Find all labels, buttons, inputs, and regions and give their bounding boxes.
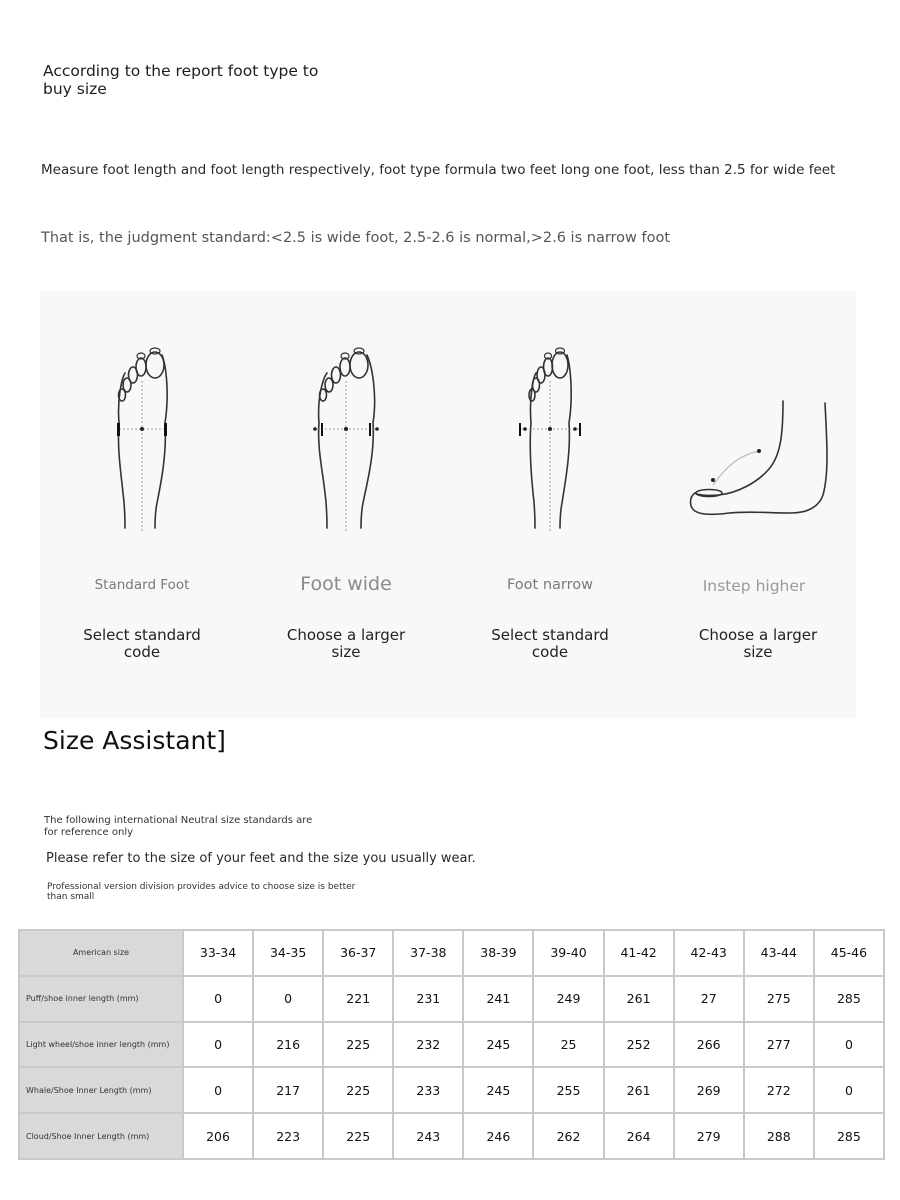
foot-type-advice — [652, 627, 856, 661]
wide-foot-icon — [301, 343, 391, 533]
foot-type-label: Foot narrow — [506, 577, 594, 593]
table-cell: 255 — [533, 1067, 603, 1113]
size-header-cell: 38-39 — [463, 930, 533, 976]
professional-note: Professional version division provides advice to choose size is better than small — [47, 882, 356, 902]
table-cell: 252 — [604, 1022, 674, 1068]
table-cell: 272 — [744, 1067, 814, 1113]
table-cell: 225 — [323, 1113, 393, 1159]
foot-type-card-instep — [652, 291, 856, 718]
table-cell: 285 — [814, 976, 884, 1022]
table-cell: 216 — [253, 1022, 323, 1068]
table-cell: 245 — [463, 1067, 533, 1113]
size-header-cell: 37-38 — [393, 930, 463, 976]
foot-type-card-narrow — [448, 291, 652, 718]
size-chart-table — [18, 929, 885, 1160]
table-row — [19, 1022, 884, 1068]
foot-type-card-wide — [244, 291, 448, 718]
size-header-cell: 41-42 — [604, 930, 674, 976]
row-label: Cloud/Shoe Inner Length (mm) — [19, 1113, 183, 1159]
size-header-cell: 33-34 — [183, 930, 253, 976]
table-header-row — [19, 930, 884, 976]
narrow-foot-icon — [505, 343, 595, 533]
foot-type-label: Instep higher — [702, 577, 806, 595]
table-row — [19, 976, 884, 1022]
table-cell: 231 — [393, 976, 463, 1022]
size-assistant-title: Size Assistant] — [43, 726, 226, 755]
judgment-standard: That is, the judgment standard:<2.5 is wide foot, 2.5-2.6 is normal,>2.6 is narrow foot — [41, 230, 671, 246]
table-row — [19, 1067, 884, 1113]
table-cell: 249 — [533, 976, 603, 1022]
table-cell: 233 — [393, 1067, 463, 1113]
table-cell: 0 — [183, 1022, 253, 1068]
table-cell: 0 — [814, 1067, 884, 1113]
foot-type-advice — [244, 627, 448, 661]
advice-text: Select standard code — [83, 626, 201, 661]
advice-text: Select standard code — [491, 626, 609, 661]
advice-text: Choose a larger size — [286, 626, 406, 661]
table-cell: 217 — [253, 1067, 323, 1113]
foot-type-label: Standard Foot — [94, 577, 190, 593]
table-cell: 285 — [814, 1113, 884, 1159]
table-cell: 0 — [814, 1022, 884, 1068]
table-cell: 264 — [604, 1113, 674, 1159]
size-header-cell: 39-40 — [533, 930, 603, 976]
measure-instructions: Measure foot length and foot length respectively, foot type formula two feet long one foot, less than 2.5 for wide feet — [41, 162, 836, 178]
table-cell: 223 — [253, 1113, 323, 1159]
table-cell: 246 — [463, 1113, 533, 1159]
foot-type-label: Foot wide — [300, 573, 392, 595]
table-cell: 279 — [674, 1113, 744, 1159]
row-label: Light wheel/shoe inner length (mm) — [19, 1022, 183, 1068]
high-instep-foot-icon — [679, 343, 829, 533]
table-cell: 225 — [323, 1067, 393, 1113]
table-cell: 266 — [674, 1022, 744, 1068]
foot-type-card-standard — [40, 291, 244, 718]
table-cell: 261 — [604, 976, 674, 1022]
table-cell: 243 — [393, 1113, 463, 1159]
row-label: Whale/Shoe Inner Length (mm) — [19, 1067, 183, 1113]
size-header-cell: 42-43 — [674, 930, 744, 976]
size-header-cell: 34-35 — [253, 930, 323, 976]
table-cell: 0 — [183, 1067, 253, 1113]
table-row — [19, 1113, 884, 1159]
table-cell: 261 — [604, 1067, 674, 1113]
page-heading: According to the report foot type to buy size — [43, 62, 319, 98]
refer-instruction: Please refer to the size of your feet and the size you usually wear. — [46, 851, 476, 866]
foot-type-advice — [448, 627, 652, 661]
table-cell: 269 — [674, 1067, 744, 1113]
table-cell: 27 — [674, 976, 744, 1022]
table-cell: 206 — [183, 1113, 253, 1159]
foot-type-advice — [40, 627, 244, 661]
table-cell: 221 — [323, 976, 393, 1022]
table-cell: 262 — [533, 1113, 603, 1159]
reference-note: The following international Neutral size standards are for reference only — [44, 815, 313, 838]
row-label: Puff/shoe inner length (mm) — [19, 976, 183, 1022]
standard-foot-icon — [97, 343, 187, 533]
table-cell: 25 — [533, 1022, 603, 1068]
table-cell: 0 — [253, 976, 323, 1022]
size-header-cell: 43-44 — [744, 930, 814, 976]
table-cell: 0 — [183, 976, 253, 1022]
foot-type-panel — [40, 291, 856, 718]
table-cell: 277 — [744, 1022, 814, 1068]
size-header-cell: 36-37 — [323, 930, 393, 976]
table-header-label: American size — [19, 930, 183, 976]
table-cell: 288 — [744, 1113, 814, 1159]
table-cell: 225 — [323, 1022, 393, 1068]
size-header-cell: 45-46 — [814, 930, 884, 976]
table-cell: 232 — [393, 1022, 463, 1068]
table-cell: 245 — [463, 1022, 533, 1068]
table-cell: 275 — [744, 976, 814, 1022]
advice-text: Choose a larger size — [698, 626, 818, 661]
table-cell: 241 — [463, 976, 533, 1022]
